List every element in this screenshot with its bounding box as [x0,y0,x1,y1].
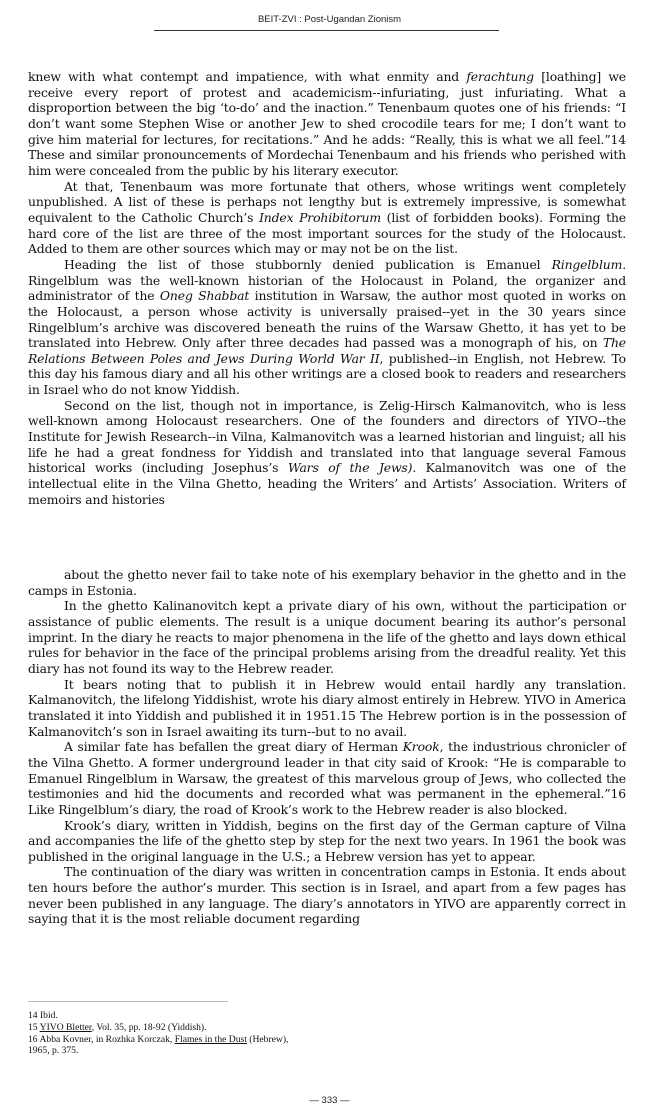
page-number: — 333 — [309,1095,350,1106]
footnote-rule [28,1001,228,1002]
text-run: knew with what contempt and impatience, with what enmity and [28,69,467,84]
text-run: Heading the list of those stubbornly denied publication is Emanuel [64,256,552,272]
paragraph [28,179,626,257]
footnotes [28,1010,358,1057]
footnote-number: 16 [28,1033,38,1045]
text-run: (list of forbidden books). Forming the hard core of the list are three of the most important sources for the study of the Holocaust. Added to them are other sources which may or may not be on the list. [28,209,626,257]
paragraph [28,257,626,398]
italic-title: The Relations Between Poles and Jews During World War II [28,335,626,366]
italic-term: Oneg Shabbat [159,288,250,304]
footnote-15 [28,1022,358,1034]
footnote-number: 15 [28,1021,38,1033]
footnote-16 [28,1034,358,1046]
body-text-block-2 [28,567,626,927]
text-run: [loathing] we receive every report of protest and academicism--infuriating, just infuriating. What a disproportion between the big ‘to-do’ and the inaction.” Tenenbaum quotes one of his friends: “I don’t want some Stephen Wise or another Jew to shed crocodile tears for me; I don’t want to give him material for lectures, for recitations.” And he adds: “Really, this is what we all feel.”14 These and similar pronouncements of Mordechai Tenenbaum and his friends who perished with him were concealed from the public by his literary executor. [28,69,626,178]
footnote-14 [28,1010,358,1022]
paragraph [28,69,626,179]
italic-term: ferachtung [466,69,534,84]
text-run: A similar fate has befallen the great diary of Herman [64,739,403,755]
text-run: . Ringelblum was the well-known historian of the Holocaust in Poland, the organizer and administrator of the [28,256,626,304]
italic-term: Index Prohibitorum [259,209,381,225]
running-header: BEIT-ZVI : Post-Ugandan Zionism [257,14,402,25]
italic-term: Krook [402,739,440,755]
header-rule [154,30,499,31]
body-text-block-1 [28,69,626,507]
footnote-text: , Vol. 35, pp. 18-92 (Yiddish). [91,1021,207,1033]
paragraph: Krook’s diary, written in Yiddish, begins on the first day of the German capture of Vilna and accompanies the life of the ghetto step by step for the next two years. In 1961 the book was published in the original language in the U.S.; a Hebrew version has yet to appear. [28,817,626,864]
footnote-text: Abba Kovner, in Rozhka Korczak, [37,1033,175,1045]
text-run: . Kalmanovitch was one of the intellectual elite in the Vilna Ghetto, heading the Writers’ and Artists’ Association. Writers of memoirs and histories [28,460,627,507]
italic-title: Wars of the Jews) [287,460,413,476]
paragraph: In the ghetto Kalinanovitch kept a private diary of his own, without the participation or assistance of public elements. The result is a unique document bearing its author’s personal imprint. In the diary he reacts to major phenomena in the life of the ghetto and lays down ethical rules for behavior in the face of the principal problems arising from the dreadful reality. Yet this diary has not found its way to the Hebrew reader. [28,598,626,676]
paragraph: The continuation of the diary was written in concentration camps in Estonia. It ends about ten hours before the author’s murder. This section is in Israel, and apart from a few pages has never been published in any language. The diary’s annotators in YIVO are apparently correct in saying that it is the most reliable document regarding [28,864,626,927]
paragraph: about the ghetto never fail to take note of his exemplary behavior in the ghetto and in the camps in Estonia. [28,567,626,598]
paragraph [28,398,626,508]
footnote-text: Ibid. [37,1010,58,1021]
footnote-16-continued: 1965, p. 375. [28,1045,79,1057]
text-run: Second on the list, though not in importance, is Zelig-Hirsch Kalmanovitch, who is less well-known among Holocaust researchers. One of the founders and directors of YIVO--the Institute for Jewish Research--in Vilna, Kalmanovitch was a learned historian and linguist; all his life he had a great fondness for Yiddish and translated into that language several Famous historical works (including Josephus’s [28,397,626,476]
footnote-number: 14 [28,1010,38,1021]
text-run: At that, Tenenbaum was more fortunate that others, whose writings went completely unpublished. A list of these is perhaps not lengthy but is extremely impressive, is somewhat equivalent to the Catholic Church’s [28,178,626,225]
text-run: institution in Warsaw, the author most quoted in works on the Holocaust, a person whose activity is universally praised--yet in the 30 years since Ringelblum’s archive was discovered beneath the ruins of the Warsaw Ghetto, it has yet to be translated into Hebrew. Only after three decades had passed was a monograph of his, on [28,288,627,351]
italic-term: Ringelblum [551,256,623,272]
footnote-title: YIVO Bletter [39,1021,92,1033]
paragraph [28,739,626,817]
paragraph: It bears noting that to publish it in Hebrew would entail hardly any translation. Kalmanovitch, the lifelong Yiddishist, wrote his diary almost entirely in Hebrew. YIVO in America translated it into Yiddish and published it in 1951.15 The Hebrew portion is in the possession of Kalmanovitch’s son in Israel awaiting its turn--but to no avail. [28,676,626,739]
footnote-title: Flames in the Dust [174,1033,247,1045]
footnote-text: (Hebrew), [246,1033,289,1045]
text-run: , published--in English, not Hebrew. To this day his famous diary and all his other writings are a closed book to readers and researchers in Israel who do not know Yiddish. [28,350,626,398]
text-run: , the industrious chronicler of the Vilna Ghetto. A former underground leader in that city said of Krook: “He is comparable to Emanuel Ringelblum in Warsaw, the greatest of this marvelous group of Jews, who collected the testimonies and hid the documents and recorded what was permanent in the ephemeral.”16 Like Ringelblum’s diary, the road of Krook’s work to the Hebrew reader is also blocked. [28,739,626,817]
